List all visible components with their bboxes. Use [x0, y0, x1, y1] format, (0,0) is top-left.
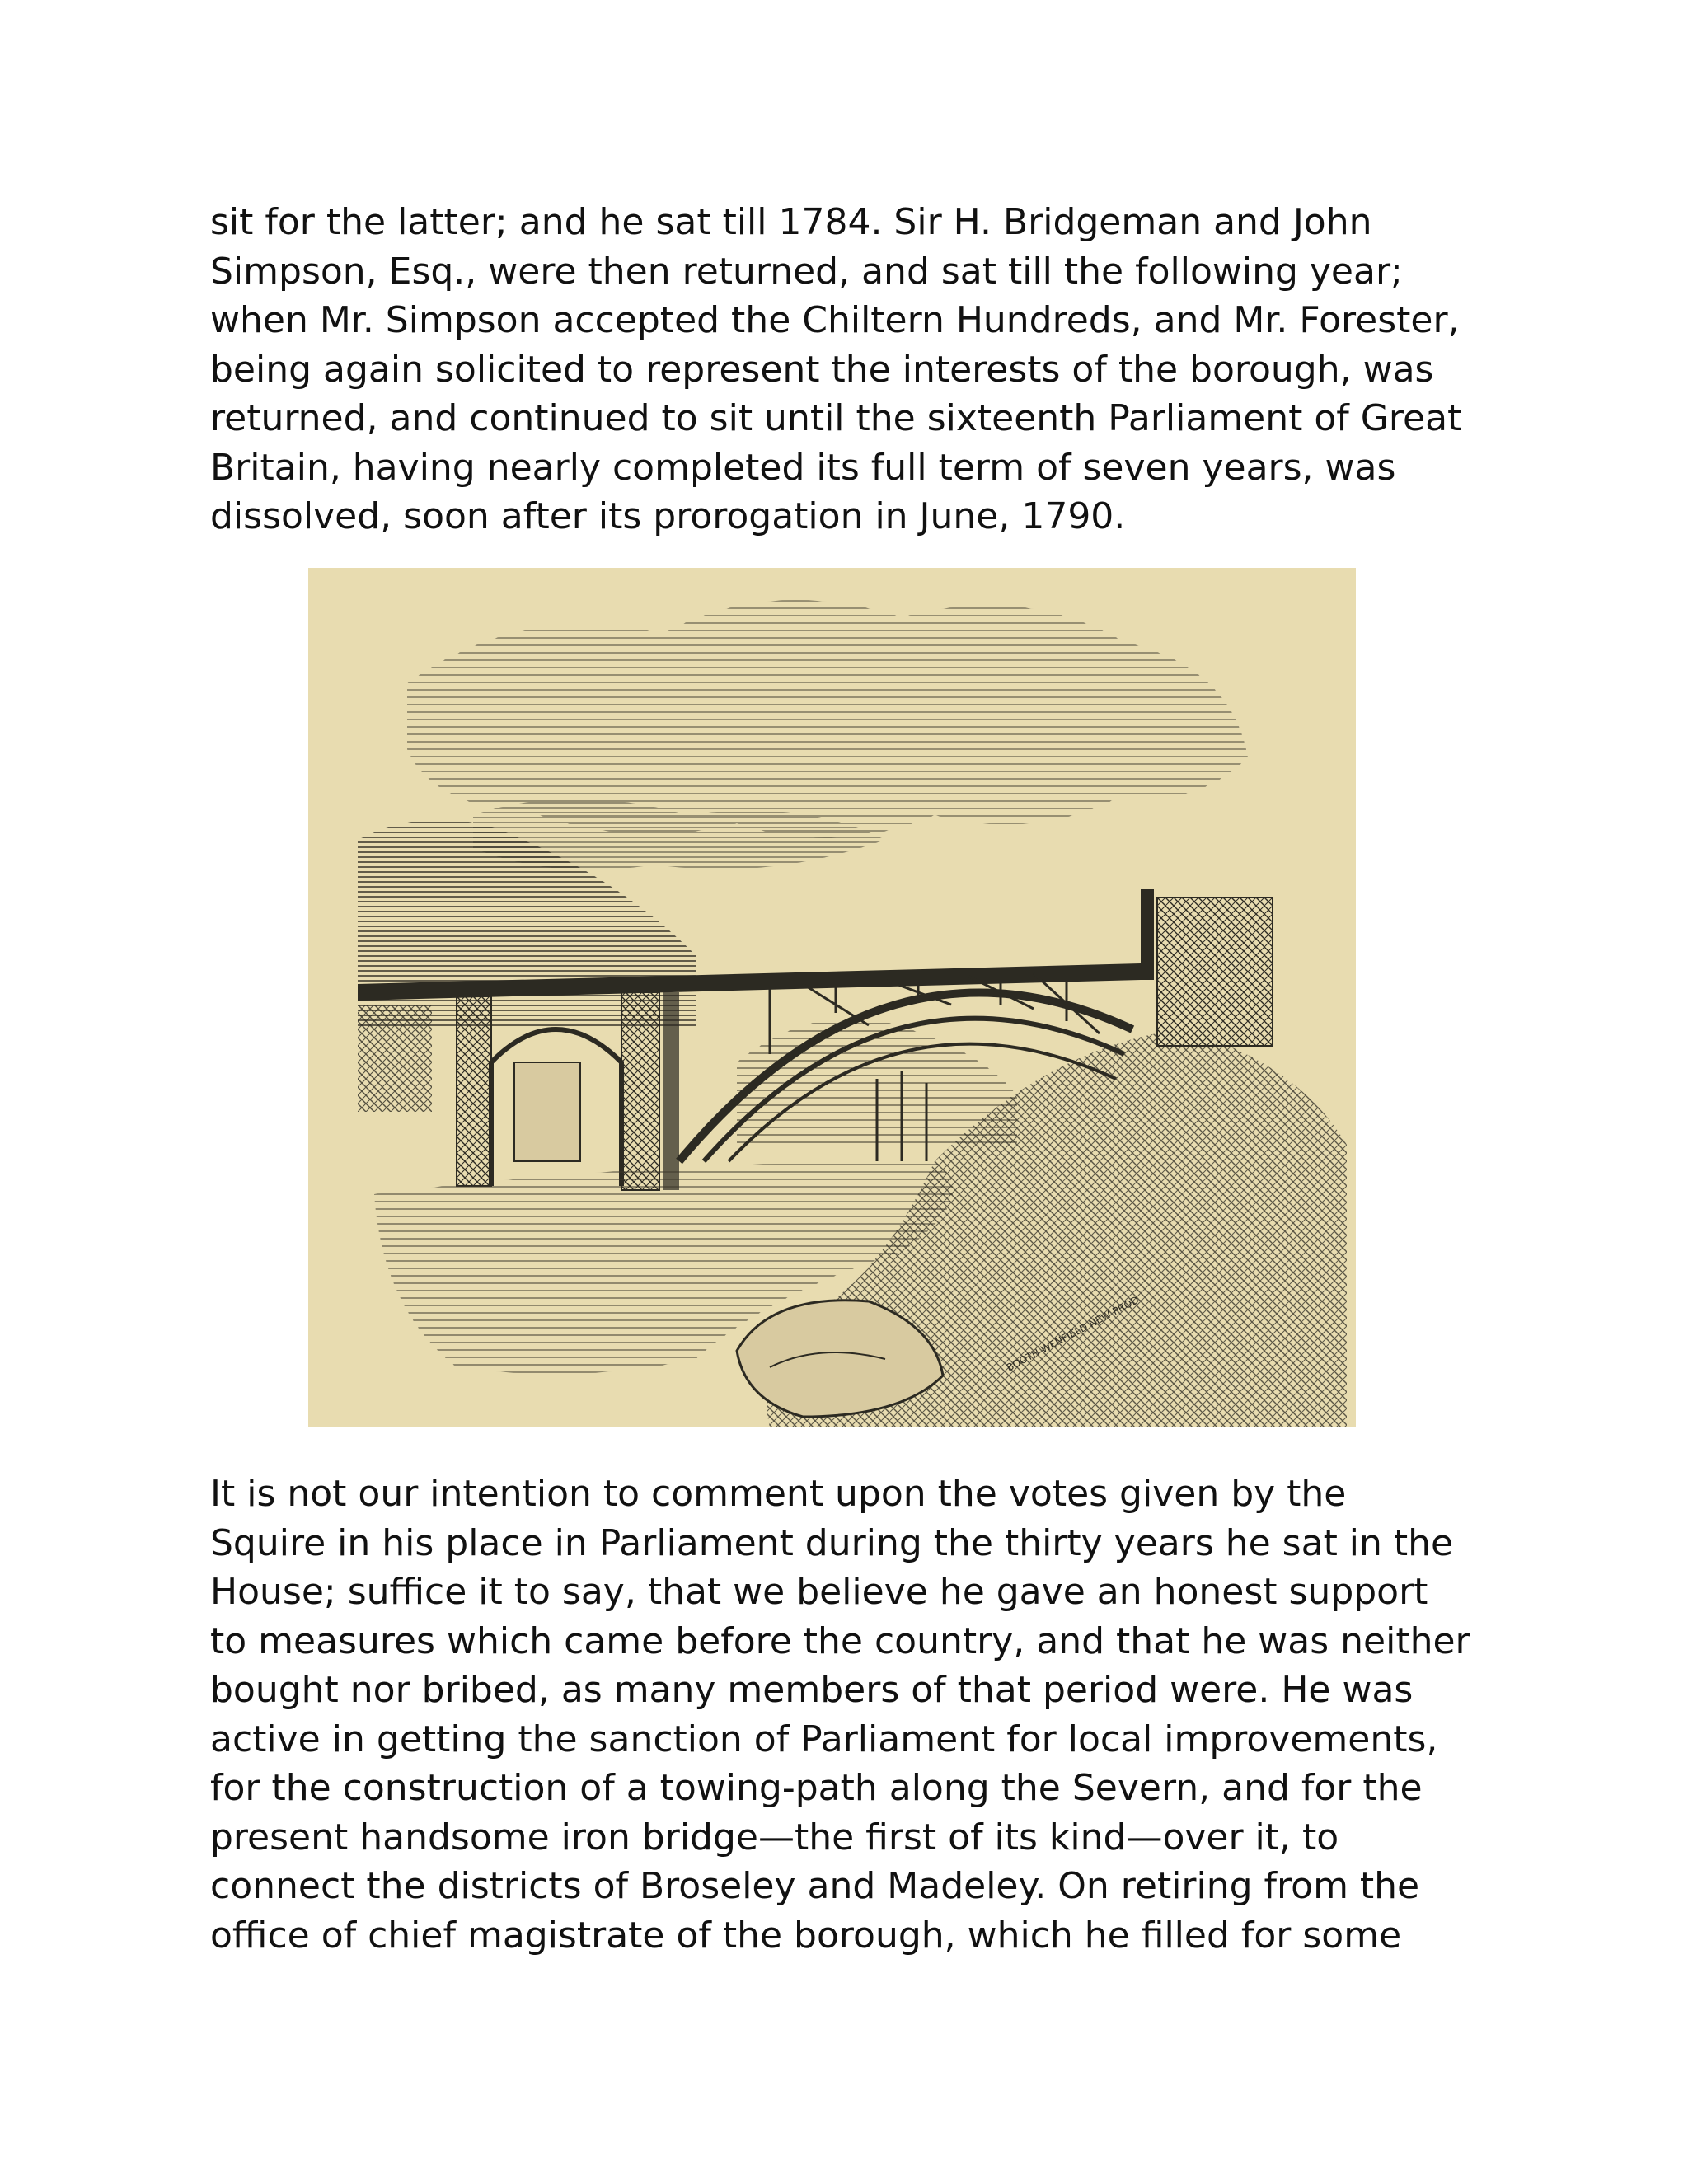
text-line: Simpson, Esq., were then returned, and sat till the following year;	[210, 250, 1403, 293]
text-line: Britain, having nearly completed its full term of seven years, was	[210, 446, 1396, 489]
text-line: to measures which came before the country, and that he was neither	[210, 1619, 1470, 1662]
left-building	[358, 1005, 432, 1112]
text-line: being again solicited to represent the interests of the borough, was	[210, 348, 1434, 391]
text-line: for the construction of a towing-path along the Severn, and for the	[210, 1767, 1423, 1809]
text-line: returned, and continued to sit until the sixteenth Parliament of Great	[210, 397, 1462, 439]
text-line: present handsome iron bridge—the first of its kind—over it, to	[210, 1816, 1339, 1858]
text-line: It is not our intention to comment upon the votes given by the	[210, 1473, 1347, 1515]
engraver-signature: BOOTH WENFIELD NEW PROD.	[1004, 1292, 1144, 1374]
text-line: bought nor bribed, as many members of that period were. He was	[210, 1669, 1414, 1711]
iron-bridge-illustration	[308, 568, 1356, 1427]
text-line: office of chief magistrate of the borough, which he filled for some	[210, 1914, 1402, 1957]
paragraph-bottom	[210, 1469, 1496, 1960]
text-line: sit for the latter; and he sat till 1784. Sir H. Bridgeman and John	[210, 201, 1372, 243]
text-line: House; suffice it to say, that we believe he gave an honest support	[210, 1571, 1428, 1613]
text-line: when Mr. Simpson accepted the Chiltern Hundreds, and Mr. Forester,	[210, 299, 1460, 341]
text-line: active in getting the sanction of Parliament for local improvements,	[210, 1718, 1438, 1760]
text-line: dissolved, soon after its prorogation in June, 1790.	[210, 495, 1126, 537]
engraving-drawing	[308, 568, 1356, 1427]
text-line: connect the districts of Broseley and Madeley. On retiring from the	[210, 1865, 1420, 1907]
text-line: Squire in his place in Parliament during the thirty years he sat in the	[210, 1521, 1454, 1564]
paragraph-top	[210, 198, 1496, 541]
toll-house	[1157, 898, 1273, 1046]
